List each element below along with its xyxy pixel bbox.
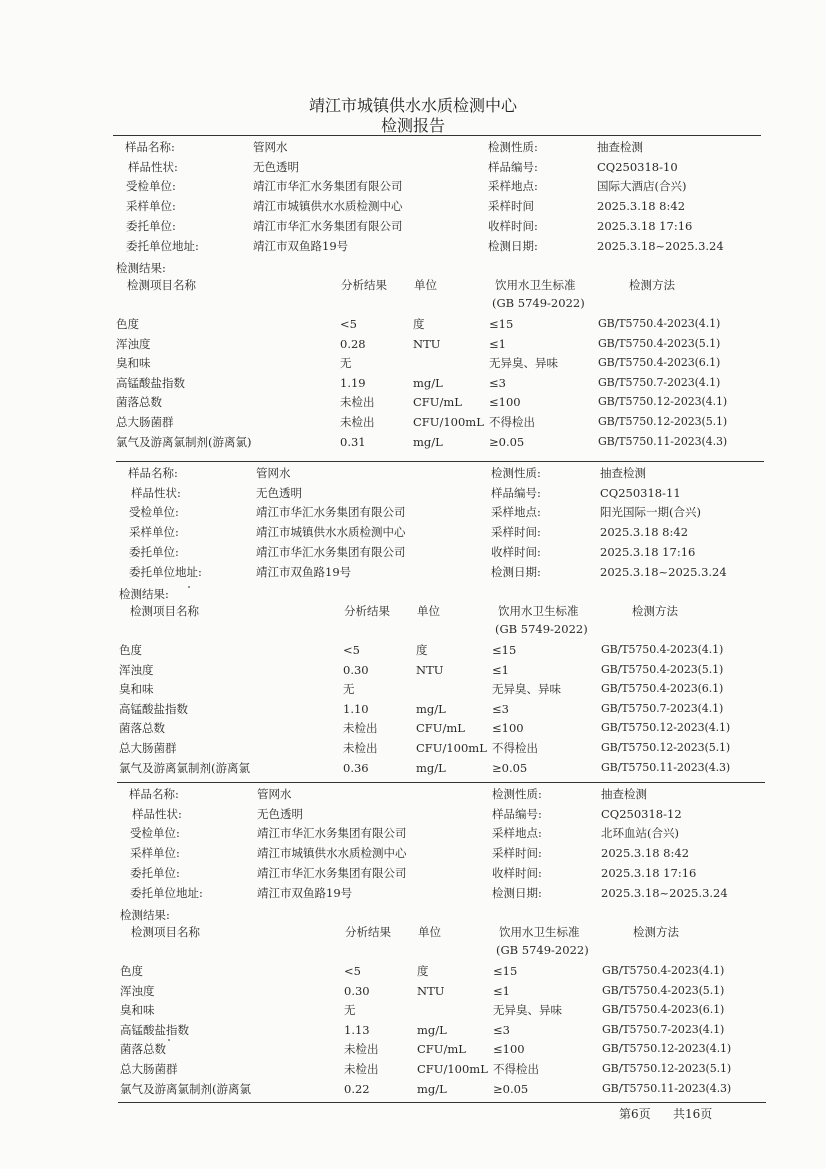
- sampling-unit-label: 采样单位:: [130, 846, 180, 861]
- sample-name-value: 管网水: [257, 787, 292, 801]
- result-unit: CFU/100mL: [416, 741, 487, 755]
- result-value: 未检出: [344, 1042, 379, 1057]
- sample-name-value: 管网水: [256, 466, 291, 480]
- result-standard: 无异臭、异味: [492, 682, 561, 697]
- test-date-value: 2025.3.18~2025.3.24: [601, 885, 728, 900]
- result-standard: ≤1: [493, 983, 510, 998]
- test-date-label: 检测日期:: [488, 238, 538, 253]
- result-item-name: 总大肠菌群: [119, 741, 177, 755]
- sampling-time-value: 2025.3.18 8:42: [600, 525, 689, 540]
- test-date-label: 检测日期:: [491, 564, 541, 579]
- result-unit: CFU/mL: [413, 395, 462, 410]
- inspected-unit-value: 靖江市华汇水务集团有限公司: [257, 826, 407, 841]
- result-item-name: 高锰酸盐指数: [120, 1022, 189, 1037]
- result-standard: 不得检出: [493, 1062, 539, 1076]
- inspected-unit-label: 受检单位:: [129, 505, 179, 520]
- test-type-value: 抽查检测: [601, 787, 647, 801]
- result-method: GB/T5750.12-2023(5.1): [601, 741, 731, 754]
- result-item-name: 菌落总数: [119, 721, 165, 736]
- result-method: GB/T5750.4-2023(4.1): [601, 643, 724, 656]
- result-standard: ≥0.05: [489, 434, 525, 449]
- sampling-time-value: 2025.3.18 8:42: [597, 199, 686, 214]
- sample-no-value: CQ250318-10: [597, 159, 678, 174]
- scan-speck: [168, 1039, 170, 1041]
- result-item-name: 菌落总数: [116, 395, 162, 410]
- organization-title: 靖江市城镇供水水质检测中心: [308, 96, 517, 115]
- result-unit: mg/L: [416, 701, 446, 716]
- sampling-time-label: 采样时间:: [492, 846, 542, 861]
- result-unit: NTU: [417, 983, 445, 998]
- result-value: <5: [340, 317, 357, 331]
- result-standard: 无异臭、异味: [493, 1003, 562, 1018]
- client-unit-label: 委托单位:: [126, 218, 176, 233]
- result-unit: mg/L: [417, 1081, 447, 1096]
- result-value: 1.19: [340, 375, 366, 390]
- client-address-value: 靖江市双鱼路19号: [257, 885, 353, 900]
- result-method: GB/T5750.11-2023(4.3): [602, 1081, 732, 1095]
- result-value: 1.10: [343, 701, 369, 716]
- sample-no-label: 样品编号:: [488, 159, 538, 174]
- result-method: GB/T5750.12-2023(5.1): [598, 415, 728, 428]
- receive-time-value: 2025.3.18 17:16: [597, 218, 693, 233]
- test-type-value: 抽查检测: [600, 466, 646, 480]
- sampling-time-value: 2025.3.18 8:42: [601, 846, 690, 861]
- result-unit: 度: [417, 964, 429, 978]
- result-item-name: 高锰酸盐指数: [116, 375, 185, 390]
- result-standard: ≤1: [492, 662, 509, 677]
- client-unit-value: 靖江市华汇水务集团有限公司: [257, 865, 407, 880]
- sample-nature-value: 无色透明: [253, 159, 299, 174]
- client-unit-label: 委托单位:: [130, 865, 180, 880]
- sampling-time-label: 采样时间:: [491, 525, 541, 540]
- result-value: 0.31: [340, 434, 366, 449]
- column-header-standard: 饮用水卫生标准: [495, 278, 576, 292]
- receive-time-value: 2025.3.18 17:16: [601, 865, 697, 880]
- client-address-value: 靖江市双鱼路19号: [253, 238, 349, 253]
- result-item-name: 菌落总数: [120, 1042, 166, 1057]
- sample-nature-label: 样品性状:: [132, 806, 182, 821]
- result-method: GB/T5750.7-2023(4.1): [602, 1022, 725, 1036]
- result-unit: NTU: [413, 336, 441, 351]
- column-header-unit: 单位: [418, 925, 441, 939]
- result-method: GB/T5750.4-2023(6.1): [602, 1003, 725, 1017]
- sampling-site-label: 采样地点:: [492, 826, 542, 841]
- results-heading: 检测结果:: [116, 261, 166, 275]
- sample-nature-value: 无色透明: [256, 485, 302, 500]
- result-unit: mg/L: [413, 434, 443, 449]
- result-standard: ≤100: [493, 1042, 525, 1057]
- result-value: 未检出: [340, 415, 375, 429]
- sampling-unit-label: 采样单位:: [129, 525, 179, 540]
- result-unit: CFU/100mL: [413, 415, 484, 429]
- result-item-name: 色度: [119, 643, 142, 657]
- result-method: GB/T5750.4-2023(4.1): [602, 964, 725, 977]
- sampling-unit-value: 靖江市城镇供水水质检测中心: [256, 525, 406, 540]
- result-value: 未检出: [343, 721, 378, 736]
- result-unit: CFU/mL: [417, 1042, 466, 1057]
- result-value: 0.30: [344, 983, 370, 998]
- result-item-name: 总大肠菌群: [116, 415, 174, 429]
- sample-name-value: 管网水: [253, 140, 288, 154]
- sampling-unit-value: 靖江市城镇供水水质检测中心: [257, 846, 407, 861]
- result-method: GB/T5750.12-2023(4.1): [598, 395, 728, 409]
- result-method: GB/T5750.12-2023(4.1): [601, 721, 731, 735]
- column-header-method: 检测方法: [629, 278, 675, 292]
- result-value: 0.36: [343, 760, 369, 775]
- result-method: GB/T5750.4-2023(5.1): [602, 983, 725, 997]
- test-date-label: 检测日期:: [492, 885, 542, 900]
- scan-speck: [188, 586, 190, 588]
- result-method: GB/T5750.12-2023(4.1): [602, 1042, 732, 1056]
- result-value: 未检出: [344, 1062, 379, 1076]
- sampling-site-value: 国际大酒店(合兴): [597, 179, 687, 194]
- sample-nature-label: 样品性状:: [128, 159, 178, 174]
- result-standard: ≤3: [492, 701, 509, 716]
- column-header-method: 检测方法: [632, 604, 678, 618]
- result-item-name: 高锰酸盐指数: [119, 701, 188, 716]
- result-standard: ≤1: [489, 336, 506, 351]
- receive-time-label: 收样时间:: [488, 218, 538, 233]
- column-header-unit: 单位: [417, 604, 440, 618]
- section-top-divider: [113, 135, 761, 136]
- result-value: 0.28: [340, 336, 366, 351]
- result-item-name: 色度: [120, 964, 143, 978]
- receive-time-value: 2025.3.18 17:16: [600, 544, 696, 559]
- result-item-name: 氯气及游离氯制剂(游离氯: [119, 760, 250, 775]
- sample-no-label: 样品编号:: [491, 485, 541, 500]
- result-standard: ≤15: [493, 964, 518, 978]
- result-value: 0.30: [343, 662, 369, 677]
- result-standard: 不得检出: [489, 415, 535, 429]
- column-header-item: 检测项目名称: [131, 925, 200, 939]
- results-heading: 检测结果:: [120, 908, 170, 922]
- column-header-unit: 单位: [414, 278, 437, 292]
- receive-time-label: 收样时间:: [492, 865, 542, 880]
- test-type-label: 检测性质:: [492, 787, 542, 801]
- result-method: GB/T5750.4-2023(5.1): [601, 662, 724, 676]
- result-method: GB/T5750.7-2023(4.1): [601, 701, 724, 715]
- client-address-value: 靖江市双鱼路19号: [256, 564, 352, 579]
- result-item-name: 臭和味: [120, 1003, 155, 1018]
- result-standard: ≥0.05: [492, 760, 528, 775]
- test-type-label: 检测性质:: [488, 140, 538, 154]
- client-unit-value: 靖江市华汇水务集团有限公司: [253, 218, 403, 233]
- result-value: 0.22: [344, 1081, 370, 1096]
- result-method: GB/T5750.12-2023(5.1): [602, 1062, 732, 1075]
- sample-name-label: 样品名称:: [128, 466, 178, 480]
- column-header-result: 分析结果: [345, 925, 391, 939]
- result-unit: 度: [416, 643, 428, 657]
- result-method: GB/T5750.7-2023(4.1): [598, 375, 721, 389]
- result-method: GB/T5750.4-2023(5.1): [598, 336, 721, 350]
- result-value: <5: [343, 643, 360, 657]
- sampling-site-value: 北环血站(合兴): [601, 826, 679, 841]
- section-top-divider: [117, 782, 765, 783]
- test-date-value: 2025.3.18~2025.3.24: [600, 564, 727, 579]
- client-address-label: 委托单位地址:: [129, 564, 202, 579]
- result-item-name: 臭和味: [119, 682, 154, 697]
- result-method: GB/T5750.4-2023(6.1): [601, 682, 724, 696]
- results-heading: 检测结果:: [119, 587, 169, 601]
- result-method: GB/T5750.11-2023(4.3): [598, 434, 728, 448]
- result-unit: mg/L: [413, 375, 443, 390]
- inspected-unit-value: 靖江市华汇水务集团有限公司: [256, 505, 406, 520]
- result-value: <5: [344, 964, 361, 978]
- client-address-label: 委托单位地址:: [130, 885, 203, 900]
- result-item-name: 浑浊度: [119, 662, 154, 677]
- test-type-value: 抽查检测: [597, 140, 643, 154]
- result-standard: ≤3: [493, 1022, 510, 1037]
- column-header-item: 检测项目名称: [127, 278, 196, 292]
- column-header-method: 检测方法: [633, 925, 679, 939]
- result-method: GB/T5750.4-2023(6.1): [598, 356, 721, 370]
- result-standard: ≤100: [492, 721, 524, 736]
- sample-no-label: 样品编号:: [492, 806, 542, 821]
- footer-divider: [118, 1102, 766, 1103]
- result-standard: ≤3: [489, 375, 506, 390]
- column-header-result: 分析结果: [344, 604, 390, 618]
- column-header-standard: 饮用水卫生标准: [499, 925, 580, 939]
- result-standard: ≥0.05: [493, 1081, 529, 1096]
- sampling-time-label: 采样时间: [488, 199, 534, 214]
- sample-name-label: 样品名称:: [129, 787, 179, 801]
- sample-no-value: CQ250318-11: [600, 485, 681, 500]
- column-header-standard-code: (GB 5749-2022): [495, 622, 588, 636]
- client-unit-label: 委托单位:: [129, 544, 179, 559]
- result-standard: ≤15: [492, 643, 517, 657]
- result-method: GB/T5750.4-2023(4.1): [598, 317, 721, 330]
- result-standard: ≤15: [489, 317, 514, 331]
- sampling-site-value: 阳光国际一期(合兴): [600, 505, 701, 520]
- result-item-name: 浑浊度: [120, 983, 155, 998]
- column-header-standard: 饮用水卫生标准: [498, 604, 579, 618]
- inspected-unit-value: 靖江市华汇水务集团有限公司: [253, 179, 403, 194]
- receive-time-label: 收样时间:: [491, 544, 541, 559]
- result-unit: 度: [413, 317, 425, 331]
- result-item-name: 总大肠菌群: [120, 1062, 178, 1076]
- result-value: 未检出: [340, 395, 375, 410]
- sample-nature-label: 样品性状:: [131, 485, 181, 500]
- result-value: 未检出: [343, 741, 378, 755]
- result-unit: mg/L: [417, 1022, 447, 1037]
- section-top-divider: [116, 461, 764, 462]
- sample-nature-value: 无色透明: [257, 806, 303, 821]
- sample-name-label: 样品名称:: [125, 140, 175, 154]
- result-value: 1.13: [344, 1022, 370, 1037]
- report-title: 检测报告: [380, 116, 445, 135]
- sampling-site-label: 采样地点:: [491, 505, 541, 520]
- result-unit: CFU/100mL: [417, 1062, 488, 1076]
- client-address-label: 委托单位地址:: [126, 238, 199, 253]
- result-unit: mg/L: [416, 760, 446, 775]
- sampling-site-label: 采样地点:: [488, 179, 538, 194]
- result-item-name: 氯气及游离氯制剂(游离氯: [120, 1081, 251, 1096]
- result-method: GB/T5750.11-2023(4.3): [601, 760, 731, 774]
- test-type-label: 检测性质:: [491, 466, 541, 480]
- column-header-result: 分析结果: [341, 278, 387, 292]
- result-value: 无: [343, 682, 355, 697]
- result-standard: ≤100: [489, 395, 521, 410]
- result-unit: CFU/mL: [416, 721, 465, 736]
- result-value: 无: [344, 1003, 356, 1018]
- column-header-item: 检测项目名称: [130, 604, 199, 618]
- result-standard: 不得检出: [492, 741, 538, 755]
- result-item-name: 臭和味: [116, 356, 151, 371]
- sample-no-value: CQ250318-12: [601, 806, 682, 821]
- result-value: 无: [340, 356, 352, 371]
- column-header-standard-code: (GB 5749-2022): [492, 296, 585, 310]
- client-unit-value: 靖江市华汇水务集团有限公司: [256, 544, 406, 559]
- result-standard: 无异臭、异味: [489, 356, 558, 371]
- test-date-value: 2025.3.18~2025.3.24: [597, 238, 724, 253]
- result-item-name: 氯气及游离氯制剂(游离氯): [116, 434, 252, 449]
- result-item-name: 色度: [116, 317, 139, 331]
- sampling-unit-value: 靖江市城镇供水水质检测中心: [253, 199, 403, 214]
- inspected-unit-label: 受检单位:: [126, 179, 176, 194]
- result-item-name: 浑浊度: [116, 336, 151, 351]
- sampling-unit-label: 采样单位:: [126, 199, 176, 214]
- page-total: 共16页: [673, 1107, 713, 1121]
- page-number: 第6页: [619, 1107, 651, 1121]
- column-header-standard-code: (GB 5749-2022): [496, 943, 589, 957]
- result-unit: NTU: [416, 662, 444, 677]
- inspected-unit-label: 受检单位:: [130, 826, 180, 841]
